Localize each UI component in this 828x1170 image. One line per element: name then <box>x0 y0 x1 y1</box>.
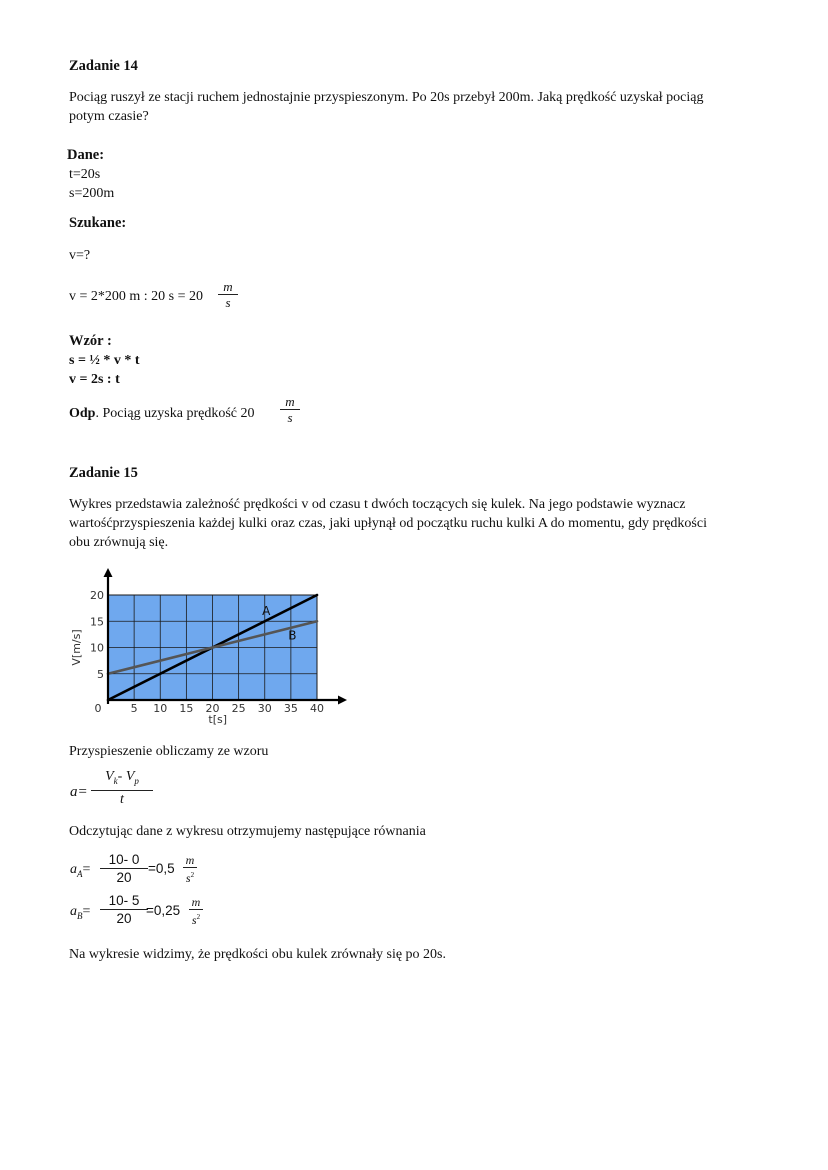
aB-label: $a_B=$ <box>70 904 91 921</box>
aA-unit: m $s^2$ <box>183 853 197 885</box>
x-tick-label: 15 <box>179 702 194 715</box>
x-tick-label: 10 <box>153 702 168 715</box>
x-axis-arrow <box>338 696 347 705</box>
given-s: s=200m <box>69 186 115 201</box>
formula-t: t <box>120 791 124 807</box>
given-label: Dane: <box>67 147 105 163</box>
series-label-a: A <box>262 603 271 618</box>
answer-label: Odp <box>69 406 96 421</box>
task-15-text-line3: obu zrównują się. <box>69 535 169 550</box>
aA-denominator: 20 <box>116 870 132 885</box>
task-14-text-line2: potym czasie? <box>69 109 149 124</box>
aB-denominator: 20 <box>116 911 132 926</box>
x-tick-label: 0 <box>94 702 102 715</box>
x-axis-label: t[s] <box>208 713 228 726</box>
given-t: t=20s <box>69 167 101 182</box>
task-14-title: Zadanie 14 <box>69 58 138 74</box>
formula-2: v = 2s : t <box>69 372 120 387</box>
task-15-title: Zadanie 15 <box>69 465 138 481</box>
formula-vk: V <box>105 769 114 784</box>
calc-unit-numerator: m <box>223 279 233 294</box>
calculation-line: v = 2*200 m : 20 s = 20 <box>69 289 204 304</box>
answer-unit-fraction <box>280 394 300 425</box>
answer-unit-numerator: m <box>285 394 295 409</box>
x-tick-label: 20 <box>205 702 220 715</box>
task-14-text-line1: Pociąg ruszył ze stacji ruchem jednostajnie przyspieszonym. Po 20s przebył 200m. Jaką prędkość uzyskał pociąg <box>69 90 704 105</box>
formula-k-sub: k <box>113 775 118 786</box>
answer-unit-denominator: s <box>287 410 293 425</box>
formula-minus-vp: - V <box>117 769 135 784</box>
y-tick-label: 20 <box>90 589 104 602</box>
aA-numerator: 10- 0 <box>108 852 140 867</box>
y-tick-label: 5 <box>97 667 104 681</box>
x-tick-label: 30 <box>257 702 272 715</box>
task-15-text-line2: wartośćprzyspieszenia każdej kulki oraz czas, jaki upłynął od początku ruchu kulki A do momentu, gdy prędkości <box>69 516 707 531</box>
acceleration-intro: Przyspieszenie obliczamy ze wzoru <box>69 744 269 759</box>
answer-line <box>69 404 255 423</box>
reading-intro: Odczytując dane z wykresu otrzymujemy następujące równania <box>69 824 426 839</box>
task-15-text-line1: Wykres przedstawia zależność prędkości v od czasu t dwóch toczących się kulek. Na jego podstawie wyznacz <box>69 497 686 512</box>
conclusion: Na wykresie widzimy, że prędkości obu kulek zrównały się po 20s. <box>69 947 446 962</box>
calc-unit-fraction <box>218 279 238 310</box>
aB-numerator: 10- 5 <box>108 893 140 908</box>
x-tick-label: 5 <box>130 702 138 715</box>
formula-a-fraction <box>91 768 153 809</box>
aB-fraction <box>100 892 148 927</box>
series-label-b: B <box>288 628 297 643</box>
sought-label: Szukane: <box>69 215 127 231</box>
aA-result: =0,5 <box>148 861 175 876</box>
sought-v: v=? <box>69 248 91 263</box>
y-tick-label: 10 <box>90 641 104 655</box>
x-tick-label: 40 <box>310 702 324 715</box>
x-tick-label: 25 <box>231 702 246 715</box>
y-tick-label: 15 <box>90 615 104 629</box>
formula-1: s = ½ * v * t <box>69 353 140 368</box>
aA-fraction <box>100 851 148 886</box>
aA-label: $a_A=$ <box>70 862 91 879</box>
x-tick-label: 35 <box>283 702 298 715</box>
velocity-time-chart <box>60 562 360 728</box>
formula-a-label: a= <box>70 784 88 800</box>
formula-label: Wzór : <box>69 333 112 349</box>
calc-unit-denominator: s <box>225 295 231 310</box>
y-axis-arrow <box>104 568 113 577</box>
formula-p-sub: p <box>134 775 139 786</box>
answer-text: . Pociąg uzyska prędkość 20 <box>95 406 255 421</box>
aB-unit: m $s^2$ <box>189 895 203 927</box>
aB-result: =0,25 <box>146 903 181 918</box>
y-axis-label: V[m/s] <box>70 629 83 666</box>
